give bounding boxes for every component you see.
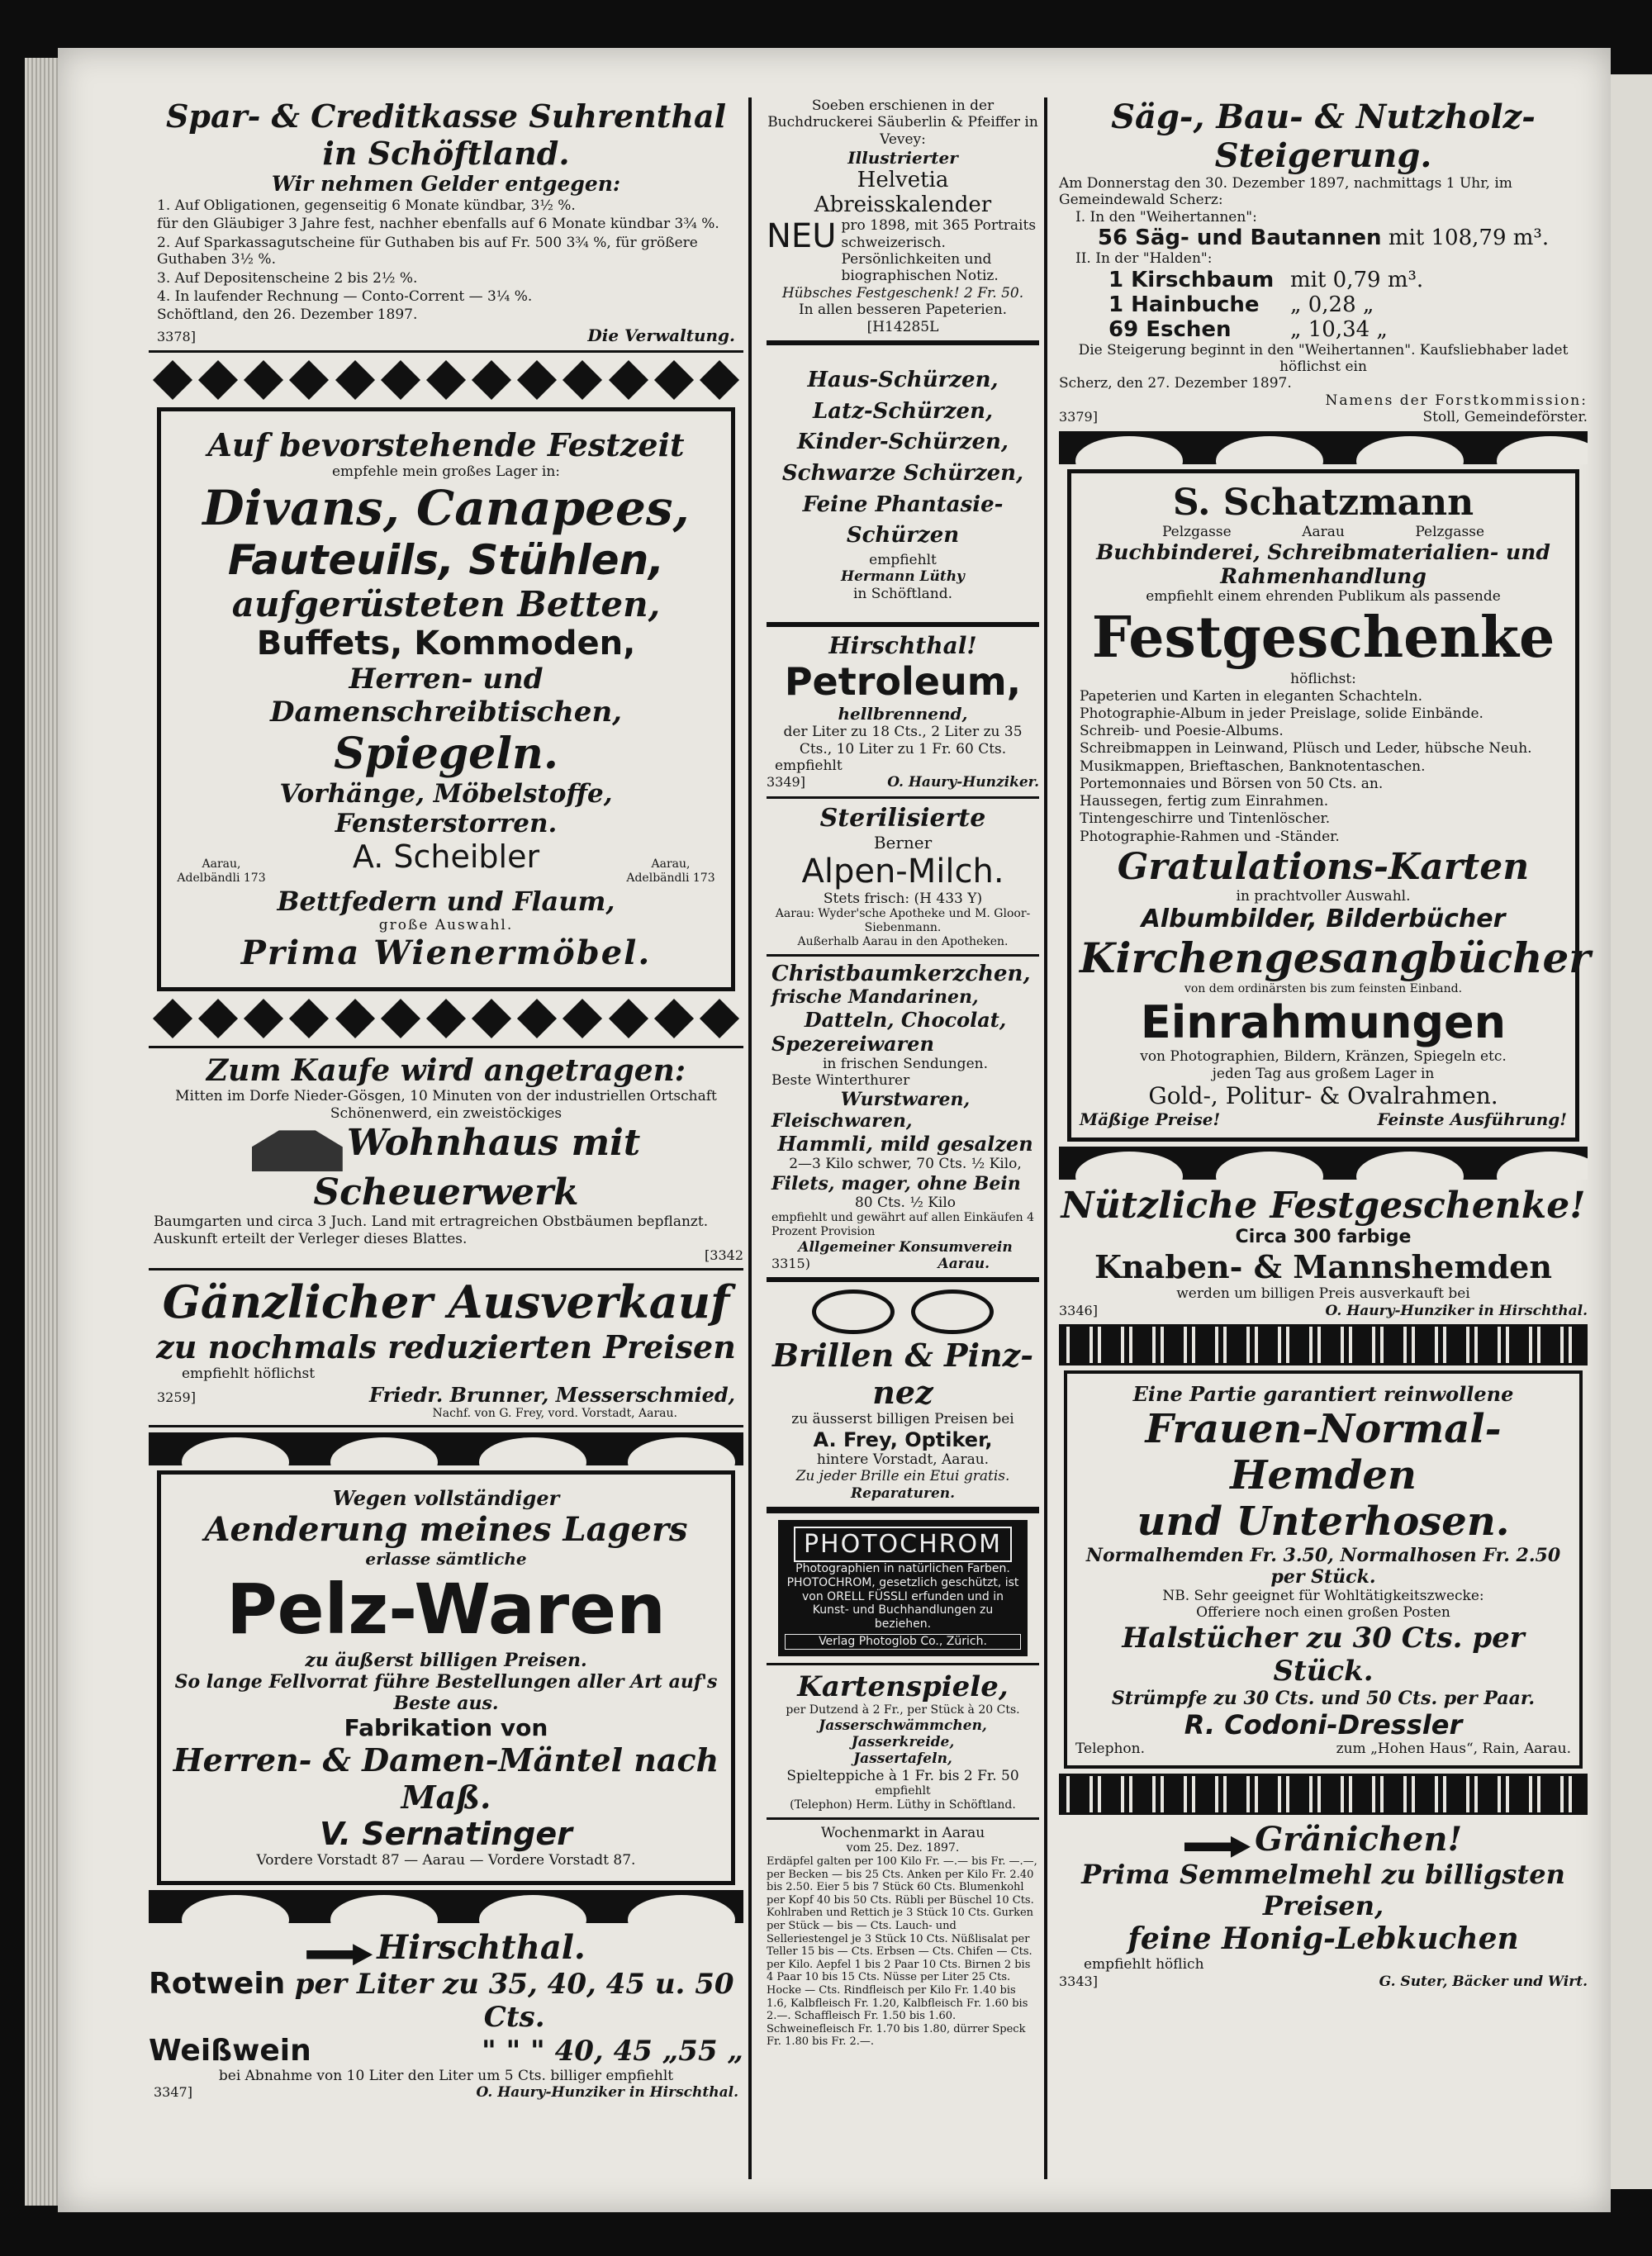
ad-line: Wohnhaus mit Scheuerwerk — [313, 1121, 641, 1214]
ornamental-band — [1059, 1324, 1588, 1365]
ad-konsumverein — [767, 962, 1039, 1273]
ad-line: II. In der "Halden": — [1075, 250, 1213, 268]
ad-schatzmann — [1067, 469, 1591, 1142]
ad-line: empfiehlt und gewährt auf allen Einkäufen 4 Prozent Provision — [771, 1211, 1034, 1238]
ad-title: Zum Kaufe wird angetragen: — [206, 1053, 686, 1089]
ad-kauf — [149, 1053, 743, 1263]
ad-line: Mäßige Preise! — [1080, 1109, 1221, 1129]
ad-suter — [1059, 1820, 1588, 1990]
ad-line: Schreib- und Poesie-Albums. — [1080, 723, 1284, 740]
ad-title: Gränichen! — [1255, 1820, 1463, 1859]
ad-line: Musikmappen, Brieftaschen, Banknotentaschen. — [1080, 758, 1426, 775]
ad-line: Erdäpfel galten per 100 Kilo Fr. —.— bis Fr. —.—, per Becken — bis 25 Cts. Anken per Kilo Fr. 2.40 bis 2.50. Eier 5 bis 7 Stück 60 Cts. Blumenkohl per Kopf 40 bis 50 Cts. Rübli per Büschel 10 Cts. Kohlraben und Rettich je 3 Stück 10 Cts. Gurken per Stück — bis — Cts. Lauch- und Selleriestengel je 3 Stück 10 Cts. Nüßlisalat per Teller 15 bis — Cts. Erbsen — Cts. Chifen — Cts. per Kilo. Aepfel 1 bis 2 Paar 10 Cts. Birnen 2 bis 4 Paar 10 bis 15 Cts. Nüsse per Liter 25 Cts. Hocke — Cts. Rindfleisch per Kilo Fr. 1.40 bis 1.6, Kalbfleisch Fr. 1.20, Kalbfleisch Fr. 1.60 bis 2.—. Schaffleisch Fr. 1.50 bis 1.60. Schweinefleisch Fr. 1.70 bis 1.80, dürrer Speck Fr. 1.80 bis Fr. 2.—. — [767, 1855, 1037, 2049]
ad-line: Buffets, Kommoden, — [256, 625, 636, 663]
ad-line: Außerhalb Aarau in den Apotheken. — [797, 934, 1009, 948]
ad-line: Helvetia Abreisskalender — [814, 168, 992, 218]
ad-line: „ 0,28 „ — [1290, 292, 1374, 317]
list-item: Kinder-Schürzen, — [797, 430, 1009, 455]
ad-line: 1 Kirschbaum — [1108, 267, 1275, 292]
ad-line: der Liter zu 18 Cts., 2 Liter zu 35 Cts., 10 Liter zu 1 Fr. 60 Cts. — [783, 724, 1023, 758]
ad-photochrom — [778, 1520, 1028, 1656]
column-rule — [1044, 97, 1047, 2179]
ad-line: Prima Wienermöbel. — [240, 933, 652, 973]
ad-line: feine Honig-Lebkuchen — [1127, 1921, 1519, 1957]
ad-line: Fabrikation von — [344, 1714, 548, 1742]
ad-title: Spar- & Creditkasse Suhrenthal in Schöftland. — [165, 97, 727, 172]
ad-line: Hübsches Festgeschenk! 2 Fr. 50. — [781, 284, 1024, 302]
ad-line: A. Frey, Optiker, — [813, 1427, 993, 1451]
list-item: Schwarze Schürzen, — [781, 460, 1024, 486]
ad-line: Albumbilder, Bilderbücher — [1141, 905, 1506, 934]
ad-line: NEU — [767, 217, 837, 256]
ornamental-band — [1059, 1774, 1588, 1815]
ad-line: Halstücher zu 30 Cts. per Stück. — [1122, 1621, 1525, 1688]
ad-line: für den Gläubiger 3 Jahre fest, nachher ebenfalls auf 6 Monate kündbar 3¾ %. — [157, 216, 719, 233]
ad-line: Hermann Lüthy — [841, 568, 965, 586]
ad-line: (Telephon) Herm. Lüthy in Schöftland. — [790, 1798, 1016, 1812]
ad-line: Soeben erschienen in der Buchdruckerei Säuberlin & Pfeiffer in Vevey: — [767, 97, 1038, 148]
ad-line: Einrahmungen — [1140, 996, 1507, 1049]
ad-line: Kartenspiele, — [797, 1669, 1009, 1703]
ad-line: 3. Auf Depositenscheine 2 bis 2½ %. — [157, 269, 418, 287]
ad-line: Wegen vollständiger — [332, 1486, 560, 1511]
page-edge — [25, 58, 59, 2206]
ad-line: und Unterhosen. — [1137, 1498, 1510, 1546]
ad-line: Gold-, Politur- & Ovalrahmen. — [1148, 1081, 1498, 1109]
ornamental-band — [1059, 431, 1588, 464]
ad-line: empfiehlt — [869, 552, 937, 569]
ad-line: Spiegeln. — [334, 729, 558, 780]
ad-line: Photographie-Album in jeder Preislage, solide Einbände. — [1080, 705, 1483, 722]
ad-line: Die Steigerung beginnt in den "Weihertannen". Kaufsliebhaber ladet höflichst ein — [1078, 341, 1569, 375]
ad-line: von dem ordinärsten bis zum feinsten Einband. — [1184, 982, 1463, 996]
ad-scheibler — [157, 407, 735, 991]
ad-title: Hirschthal. — [377, 1927, 586, 1967]
ad-line: empfiehlt — [875, 1784, 931, 1798]
ad-line: 1 Hainbuche — [1108, 292, 1260, 317]
ad-name: R. Codoni-Dressler — [1184, 1708, 1463, 1741]
ad-title: Säg-, Bau- & Nutzholz-Steigerung. — [1111, 97, 1536, 175]
ad-codoni — [1064, 1370, 1583, 1769]
ad-line: empfiehlt — [775, 757, 843, 774]
ad-line: 69 Eschen — [1108, 316, 1232, 342]
ad-line: empfiehlt höflichst — [182, 1365, 316, 1383]
ad-number: 3379] — [1059, 409, 1098, 425]
ad-signature: Stoll, Gemeindeförster. — [1422, 409, 1588, 426]
ad-line: Baumgarten und circa 3 Juch. Land mit ertragreichen Obstbäumen bepflanzt. Auskunft erteilt der Verleger dieses Blattes. — [154, 1213, 709, 1247]
ad-line: Photographie-Rahmen und -Ständer. — [1080, 828, 1340, 845]
ad-spar-creditkasse — [149, 97, 743, 345]
ad-line: Eine Partie garantiert reinwollene — [1132, 1382, 1514, 1407]
ad-line: Beste Winterthurer — [771, 1071, 910, 1089]
ad-number: 3378] — [157, 328, 196, 344]
newspaper-page — [58, 48, 1611, 2212]
ad-line: zu äußerst billigen Preisen. — [305, 1650, 587, 1672]
ad-line: hintere Vorstadt, Aarau. — [816, 1451, 990, 1468]
ad-line: erlasse sämtliche — [365, 1549, 527, 1570]
ad-line: in Schöftland. — [852, 585, 953, 602]
ad-number: 3343] — [1059, 1973, 1098, 1989]
ad-line: Hirschthal! — [828, 632, 977, 660]
ad-line: Photographien in natürlichen Farben. — [795, 1562, 1010, 1576]
ad-address: Pelzgasse — [1162, 523, 1232, 540]
ornamental-band — [149, 1890, 743, 1923]
ad-line: 80 Cts. ½ Kilo — [854, 1194, 957, 1211]
ad-line: Offeriere noch einen großen Posten — [1196, 1604, 1450, 1622]
ad-line: in prachtvoller Auswahl. — [1236, 887, 1411, 905]
ad-line: 56 Säg- und Bautannen — [1097, 226, 1382, 251]
ad-title: PHOTOCHROM — [794, 1527, 1012, 1562]
ad-line: werden um billigen Preis ausverkauft bei — [1176, 1285, 1470, 1303]
ad-line: empfehle mein großes Lager in: — [331, 463, 561, 480]
ad-line: Allgemeiner Konsumverein — [798, 1238, 1013, 1256]
ad-number: 3259] — [157, 1389, 196, 1405]
ad-line: bei Abnahme von 10 Liter den Liter um 5 Cts. billiger empfiehlt — [218, 2067, 674, 2084]
ad-address: Aarau, Adelbändli 173 — [626, 857, 715, 885]
ad-address: Vordere Vorstadt 87 — Aarau — Vordere Vorstadt 87. — [256, 1852, 636, 1869]
ad-line: Buchbinderei, Schreibmaterialien- und Rahmenhandlung — [1096, 539, 1550, 588]
ad-address: Pelzgasse — [1415, 523, 1484, 540]
ad-line: Herren- und Damenschreibtischen, — [269, 663, 622, 729]
ad-line: von Photographien, Bildern, Kränzen, Spiegeln etc. — [1140, 1048, 1507, 1066]
ad-line: Petroleum, — [784, 659, 1022, 705]
ad-line: Pelz-Waren — [226, 1569, 666, 1650]
ad-line: per Dutzend à 2 Fr., per Stück à 20 Cts. — [786, 1703, 1020, 1717]
ad-number: [3342 — [705, 1247, 743, 1264]
ad-line: Datteln, Chocolat, — [804, 1007, 1007, 1032]
ad-line: Reparaturen. — [850, 1484, 956, 1502]
ad-holzsteigerung — [1059, 97, 1588, 426]
ad-line: In allen besseren Papeterien. [H14285L — [798, 302, 1008, 335]
ornamental-band — [149, 1432, 743, 1465]
column-right — [1059, 97, 1591, 1990]
ad-line: mit 108,79 m³. — [1388, 226, 1550, 251]
ad-line: Festgeschenke — [1091, 605, 1555, 672]
ad-line: 2—3 Kilo schwer, 70 Cts. ½ Kilo, — [789, 1156, 1022, 1173]
ad-line: I. In den "Weihertannen": — [1075, 208, 1257, 226]
ad-brunner — [149, 1275, 743, 1420]
ad-line: So lange Fellvorrat führe Bestellungen aller Art auf's Beste aus. — [174, 1671, 718, 1715]
ad-line: pro 1898, mit 365 Portraits schweizerisch. Persönlichkeiten und biographischen Notiz. — [841, 217, 1037, 285]
ad-line: Am Donnerstag den 30. Dezember 1897, nachmittags 1 Uhr, im Gemeindewald Scherz: — [1059, 175, 1512, 209]
ad-line: Gratulations-Karten — [1117, 845, 1530, 888]
ad-line: Portemonnaies und Börsen von 50 Cts. an. — [1080, 775, 1384, 792]
ad-line: Normalhemden Fr. 3.50, Normalhosen Fr. 2.50 per Stück. — [1085, 1545, 1561, 1589]
ad-line: Feinste Ausführung! — [1377, 1109, 1567, 1129]
ad-kalender — [767, 97, 1039, 335]
spectacles-icon — [767, 1287, 1039, 1337]
ad-number: 3349] — [767, 774, 805, 791]
column-rule — [748, 97, 752, 2179]
list-item: Haus-Schürzen, — [807, 367, 999, 392]
ad-line: Spielteppiche à 1 Fr. bis 2 Fr. 50 — [786, 1767, 1019, 1784]
ad-line: Jassertafeln, — [853, 1750, 952, 1768]
ad-wein — [149, 1928, 743, 2102]
ad-line: Papeterien und Karten in eleganten Schachteln. — [1080, 687, 1422, 705]
ad-line: Auf bevorstehende Festzeit — [207, 425, 685, 463]
ad-line: Spezereiwaren — [771, 1031, 934, 1056]
ad-address: Aarau, Adelbändli 173 — [177, 857, 266, 885]
ad-line: jeden Tag aus großem Lager in — [1212, 1065, 1435, 1082]
ad-number: 3346] — [1059, 1302, 1098, 1318]
ad-schuerzen — [767, 350, 1039, 617]
ad-line: mit 0,79 m³. — [1290, 267, 1424, 292]
ad-line: Bettfedern und Flaum, — [277, 885, 615, 917]
ad-title: Wochenmarkt in Aarau — [820, 1824, 985, 1841]
ad-line: Filets, mager, ohne Bein — [771, 1172, 1021, 1194]
ad-line: per Liter zu 35, 40, 45 u. 50 Cts. — [294, 1967, 734, 2034]
ad-line: Haussegen, fertig zum Einrahmen. — [1080, 793, 1329, 810]
ad-line: empfiehlt höflich — [1084, 1956, 1204, 1973]
ad-address: zum „Hohen Haus“, Rain, Aarau. — [1336, 1740, 1571, 1757]
ad-line: Vorhänge, Möbelstoffe, Fensterstorren. — [279, 779, 613, 839]
ad-line: Brillen & Pinz-nez — [771, 1337, 1033, 1412]
ad-line: Hammli, mild gesalzen — [777, 1132, 1033, 1156]
ad-line: Scherz, den 27. Dezember 1897. — [1059, 375, 1292, 392]
ad-line: Alpen-Milch. — [801, 852, 1004, 891]
ad-line: „ 10,34 „ — [1290, 316, 1388, 342]
ad-name: A. Scheibler — [352, 838, 540, 876]
ornamental-band — [1059, 1147, 1588, 1180]
ad-milch — [767, 804, 1039, 949]
ad-line: höflichst: — [1290, 671, 1356, 688]
ad-line: empfiehlt einem ehrenden Publikum als passende — [1146, 587, 1501, 605]
ad-line: Jasserschwämmchen, — [819, 1717, 987, 1734]
ad-address: Aarau — [1302, 523, 1345, 540]
ad-signature: G. Suter, Bäcker und Wirt. — [1379, 1973, 1588, 1990]
ad-line: Fleischwaren, — [771, 1110, 913, 1133]
column-left — [149, 97, 743, 2102]
diamond-border — [149, 996, 743, 1041]
column-middle — [767, 97, 1039, 2049]
ad-line: Fauteuils, Stühlen, — [227, 536, 665, 585]
ad-line: 4. In laufender Rechnung — Conto-Corrent — 3¼ %. — [157, 287, 533, 305]
ad-line: Telephon. — [1075, 1740, 1145, 1757]
ad-line: Knaben- & Mannshemden — [1094, 1248, 1552, 1286]
ad-line: Berner — [873, 832, 933, 853]
ad-line: Prima Semmelmehl zu billigsten Preisen, — [1081, 1859, 1565, 1922]
ad-line: Wurstwaren, — [840, 1089, 971, 1111]
ad-line: Circa 300 farbige — [1235, 1226, 1412, 1247]
ad-line: aufgerüsteten Betten, — [231, 584, 661, 625]
ad-name: Friedr. Brunner, Messerschmied, — [368, 1382, 735, 1407]
ad-date: Schöftland, den 26. Dezember 1897. — [157, 306, 418, 324]
ad-frey — [767, 1287, 1039, 1502]
ad-line: Weißwein — [149, 2033, 311, 2068]
ad-line: Herren- & Damen-Mäntel nach Maß. — [173, 1741, 719, 1817]
ad-number: 3315) — [771, 1256, 810, 1272]
ad-line: Strümpfe zu 30 Cts. und 50 Cts. per Paar. — [1111, 1687, 1536, 1709]
ad-line: Rotwein — [149, 1966, 286, 2001]
ad-line: Sterilisierte — [819, 803, 986, 833]
ad-line: Nützliche Festgeschenke! — [1061, 1184, 1586, 1227]
ad-number: 3347] — [154, 2084, 192, 2101]
ad-line: zu nochmals reduzierten Preisen — [156, 1328, 736, 1366]
ad-name: S. Schatzmann — [1172, 481, 1474, 524]
ad-line: 1. Auf Obligationen, gegenseitig 6 Monate kündbar, 3½ %. — [157, 197, 576, 214]
ad-line: große Auswahl. — [378, 916, 514, 933]
ad-name: V. Sernatinger — [320, 1816, 572, 1853]
ad-line: Aenderung meines Lagers — [204, 1510, 688, 1550]
ad-line: Frauen-Normal-Hemden — [1145, 1406, 1502, 1499]
ad-line: Divans, Canapees, — [202, 480, 690, 537]
ad-line: Aarau. — [938, 1256, 990, 1273]
ad-line: 2. Auf Sparkassagutscheine für Guthaben bis auf Fr. 500 3¾ %, für größere Guthaben 3½ %. — [157, 234, 698, 268]
ad-line: Verlag Photoglob Co., Zürich. — [785, 1634, 1021, 1650]
ad-line: hellbrennend, — [838, 704, 968, 724]
diamond-border — [149, 358, 743, 402]
ad-line: frische Mandarinen, — [771, 986, 979, 1008]
house-illustration — [252, 1130, 343, 1171]
ad-line: in frischen Sendungen. — [823, 1055, 988, 1072]
list-item: Feine Phantasie-Schürzen — [802, 492, 1004, 549]
ad-signature: O. Haury-Hunziker in Hirschthal. — [476, 2084, 738, 2102]
ad-line: Jasserkreide, — [851, 1734, 955, 1751]
ad-line: NB. Sehr geeignet für Wohltätigkeitszwecke: — [1162, 1588, 1484, 1605]
ad-hemden — [1059, 1185, 1588, 1319]
ad-line: Namens der Forstkommission: — [1325, 392, 1588, 409]
ad-sernatinger — [157, 1470, 735, 1884]
ad-line: Mitten im Dorfe Nieder-Gösgen, 10 Minuten von der industriellen Ortschaft Schönenwerd, ein zweistöckiges — [175, 1088, 717, 1122]
ad-line: PHOTOCHROM, gesetzlich geschützt, ist von ORELL FÜSSLI erfunden und in Kunst- und Buchhandlungen zu beziehen. — [786, 1575, 1019, 1631]
ad-signature: O. Haury-Hunziker. — [887, 774, 1039, 791]
ad-line: Tintengeschirre und Tintenlöscher. — [1080, 810, 1331, 828]
ad-line: Christbaumkerzchen, — [771, 961, 1031, 986]
ad-signature: O. Haury-Hunziker in Hirschthal. — [1325, 1302, 1588, 1319]
ad-line: Kirchengesangbücher — [1080, 933, 1591, 983]
ad-line: Nachf. von G. Frey, vord. Vorstadt, Aarau. — [432, 1406, 677, 1420]
ad-line: Zu jeder Brille ein Etui gratis. — [795, 1468, 1010, 1485]
ad-petroleum — [767, 632, 1039, 791]
ad-subtitle: Wir nehmen Gelder entgegen: — [271, 172, 621, 196]
ad-line: Schreibmappen in Leinwand, Plüsch und Leder, hübsche Neuh. — [1080, 740, 1532, 758]
ad-line: Aarau: Wyder'sche Apotheke und M. Gloor-Siebenmann. — [775, 907, 1031, 934]
pointing-hand-icon — [1184, 1836, 1251, 1858]
ad-line: zu äusserst billigen Preisen bei — [791, 1411, 1014, 1428]
ad-line: " " " 40, 45 „55 „ — [481, 2034, 743, 2068]
ad-kartenspiele — [767, 1670, 1039, 1812]
market-report — [767, 1825, 1039, 2049]
ad-line: Stets frisch: (H 433 Y) — [823, 890, 983, 907]
pointing-hand-icon — [306, 1944, 373, 1965]
list-item: Latz-Schürzen, — [812, 398, 994, 424]
ad-signature: Die Verwaltung. — [587, 325, 735, 345]
ad-line: Illustrierter — [847, 148, 958, 169]
ad-line: Gänzlicher Ausverkauf — [162, 1275, 730, 1329]
ad-line: vom 25. Dez. 1897. — [846, 1841, 960, 1855]
